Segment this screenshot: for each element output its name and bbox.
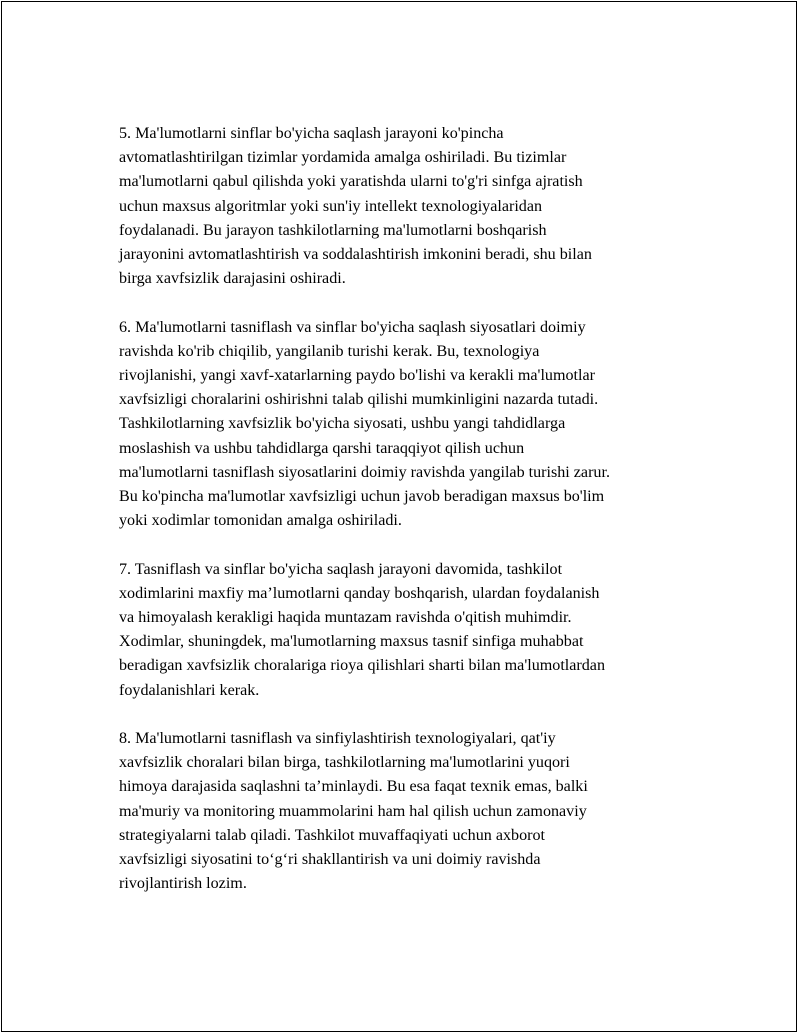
paragraph-5 (119, 122, 699, 291)
text-line: yoki xodimlar tomonidan amalga oshiriladi. (119, 512, 402, 530)
text-line: 7. Tasniflash va sinflar bo'yicha saqlash jarayoni davomida, tashkilot (119, 560, 563, 578)
paragraph-8 (119, 727, 699, 896)
text-line: beradigan xavfsizlik choralariga rioya qilishlari sharti bilan ma'lumotlardan (119, 657, 605, 675)
text-line: ma'muriy va monitoring muammolarini ham hal qilish uchun zamonaviy (119, 802, 587, 820)
text-line: uchun maxsus algoritmlar yoki sun'iy intellekt texnologiyalaridan (119, 197, 543, 215)
text-line: ma'lumotlarni tasniflash siyosatlarini doimiy ravishda yangilab turishi zarur. (119, 463, 610, 481)
text-line: rivojlantirish lozim. (119, 875, 247, 893)
text-line: birga xavfsizlik darajasini oshiradi. (119, 270, 346, 288)
text-line: xavfsizligi siyosatini to‘g‘ri shakllantirish va uni doimiy ravishda (119, 851, 541, 869)
text-line: foydalanadi. Bu jarayon tashkilotlarning ma'lumotlarni boshqarish (119, 221, 547, 239)
text-line: xavfsizlik choralari bilan birga, tashkilotlarning ma'lumotlarini yuqori (119, 754, 570, 772)
text-line: rivojlanishi, yangi xavf-xatarlarning paydo bo'lishi va kerakli ma'lumotlar (119, 367, 595, 385)
paragraph-6 (119, 316, 699, 534)
text-line: himoya darajasida saqlashni ta’minlaydi. Bu esa faqat texnik emas, balki (119, 778, 588, 796)
text-line: ravishda ko'rib chiqilib, yangilanib turishi kerak. Bu, texnologiya (119, 342, 540, 360)
text-line: avtomatlashtirilgan tizimlar yordamida amalga oshiriladi. Bu tizimlar (119, 149, 567, 167)
text-line: Tashkilotlarning xavfsizlik bo'yicha siyosati, ushbu yangi tahdidlarga (119, 415, 566, 433)
text-line: 6. Ma'lumotlarni tasniflash va sinflar bo'yicha saqlash siyosatlari doimiy (119, 318, 586, 336)
text-line: ma'lumotlarni qabul qilishda yoki yaratishda ularni to'g'ri sinfga ajratish (119, 173, 583, 191)
text-line: 5. Ma'lumotlarni sinflar bo'yicha saqlash jarayoni ko'pincha (119, 125, 504, 142)
page-frame (1, 1, 797, 1032)
text-line: Xodimlar, shuningdek, ma'lumotlarning maxsus tasnif sinfiga muhabbat (119, 633, 584, 651)
text-line: xodimlarini maxfiy ma’lumotlarni qanday boshqarish, ulardan foydalanish (119, 584, 600, 602)
text-line: jarayonini avtomatlashtirish va soddalashtirish imkonini beradi, shu bilan (119, 246, 592, 264)
text-line: foydalanishlari kerak. (119, 681, 260, 699)
text-line: Bu ko'pincha ma'lumotlar xavfsizligi uchun javob beradigan maxsus bo'lim (119, 488, 605, 506)
text-line: va himoyalash kerakligi haqida muntazam ravishda o'qitish muhimdir. (119, 609, 572, 627)
text-line: xavfsizligi choralarini oshirishni talab qilishi mumkinligini nazarda tutadi. (119, 391, 599, 409)
document-body (119, 122, 699, 921)
text-line: moslashish va ushbu tahdidlarga qarshi taraqqiyot qilish uchun (119, 439, 525, 457)
text-line: strategiyalarni talab qiladi. Tashkilot muvaffaqiyati uchun axborot (119, 826, 545, 844)
text-line: 8. Ma'lumotlarni tasniflash va sinfiylashtirish texnologiyalari, qat'iy (119, 730, 556, 748)
paragraph-7 (119, 558, 699, 703)
